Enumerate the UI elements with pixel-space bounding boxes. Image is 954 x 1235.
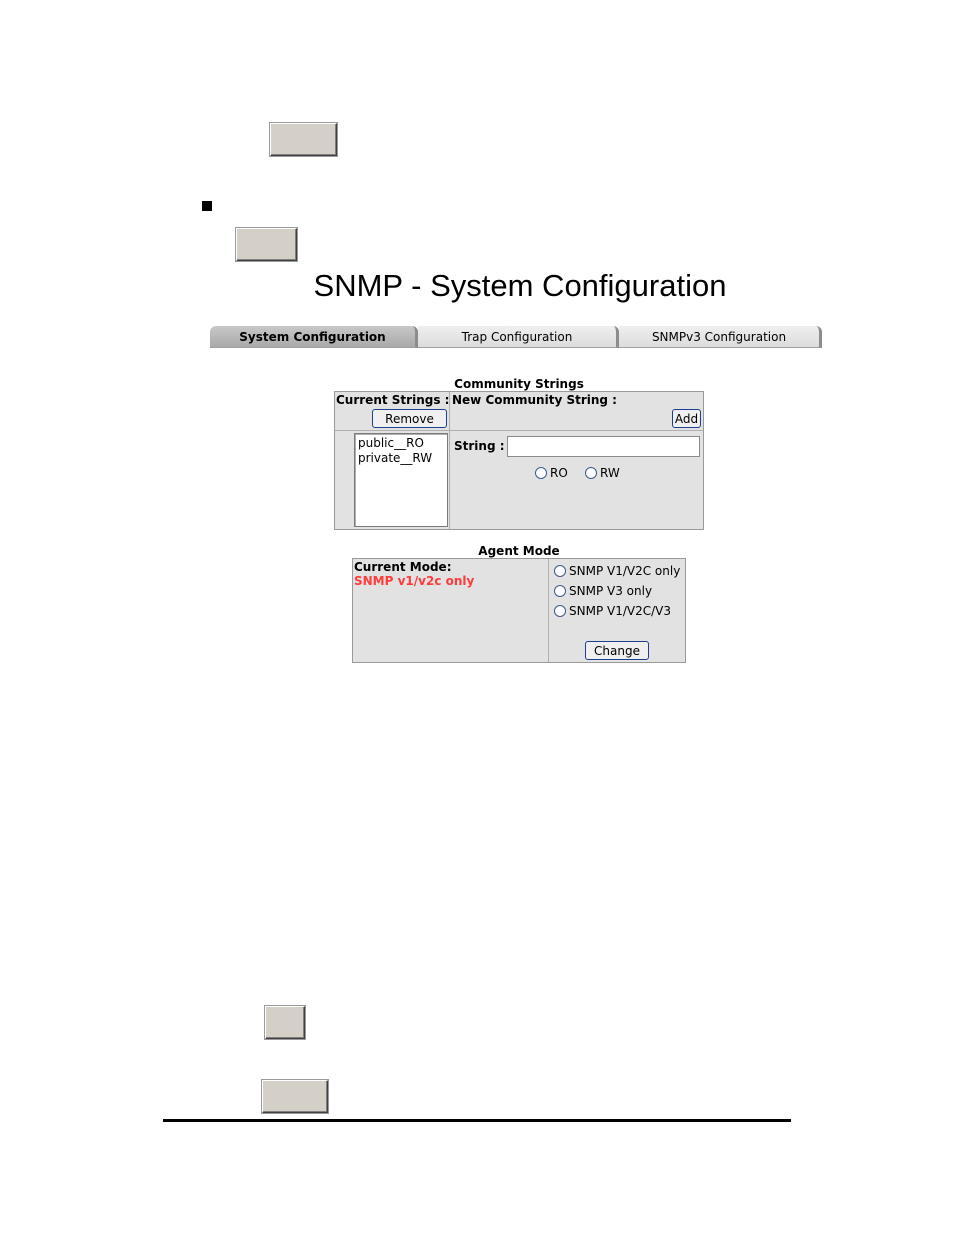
- page-title: SNMP - System Configuration: [313, 268, 727, 303]
- mode-option-label: SNMP V3 only: [569, 584, 653, 598]
- community-strings-panel: [334, 391, 704, 530]
- mode-option-label: SNMP V1/V2C only: [569, 564, 681, 578]
- footer-rule: [163, 1119, 791, 1122]
- divider-vertical: [449, 392, 450, 529]
- tab-system-configuration[interactable]: System Configuration: [210, 326, 418, 348]
- mode-option-v1-v2c[interactable]: [554, 564, 680, 578]
- agent-mode-caption: Agent Mode: [478, 544, 560, 558]
- add-button[interactable]: Add: [672, 409, 701, 428]
- ro-radio[interactable]: [535, 467, 547, 479]
- mode-option-label: SNMP V1/V2C/V3: [569, 604, 671, 618]
- new-community-string-label: New Community String :: [452, 393, 617, 407]
- grey-button-3[interactable]: [265, 1006, 305, 1039]
- rw-radio[interactable]: [585, 467, 597, 479]
- mode-option-v1-v2c-v3[interactable]: [554, 604, 671, 618]
- ro-radio-option[interactable]: [535, 466, 568, 480]
- tab-trap-configuration[interactable]: Trap Configuration: [418, 326, 619, 348]
- mode-radio-v3[interactable]: [554, 585, 566, 597]
- community-strings-caption: Community Strings: [454, 377, 584, 391]
- current-mode-label: Current Mode:: [354, 560, 452, 574]
- tab-bar: [210, 326, 822, 349]
- current-mode-value: SNMP v1/v2c only: [354, 574, 475, 588]
- divider-horizontal: [335, 430, 703, 431]
- list-item[interactable]: public__RO: [358, 436, 424, 450]
- mode-radio-v1-v2c[interactable]: [554, 565, 566, 577]
- rw-radio-option[interactable]: [585, 466, 620, 480]
- mode-radio-v1-v2c-v3[interactable]: [554, 605, 566, 617]
- remove-button[interactable]: Remove: [372, 409, 447, 428]
- string-label: String :: [454, 439, 505, 453]
- change-button[interactable]: Change: [585, 641, 649, 660]
- grey-button-1[interactable]: [270, 123, 337, 156]
- ro-radio-label: RO: [550, 466, 568, 480]
- grey-button-4[interactable]: [262, 1080, 328, 1113]
- grey-button-2[interactable]: [236, 228, 297, 261]
- rw-radio-label: RW: [600, 466, 620, 480]
- mode-option-v3[interactable]: [554, 584, 652, 598]
- bullet-square: [202, 201, 212, 211]
- divider-vertical: [548, 559, 549, 662]
- list-item[interactable]: private__RW: [358, 451, 433, 465]
- tab-snmpv3-configuration[interactable]: SNMPv3 Configuration: [619, 326, 822, 348]
- agent-mode-panel: [352, 558, 686, 663]
- community-strings-list[interactable]: [354, 433, 448, 527]
- current-strings-label: Current Strings :: [336, 393, 450, 407]
- string-input[interactable]: [507, 436, 700, 457]
